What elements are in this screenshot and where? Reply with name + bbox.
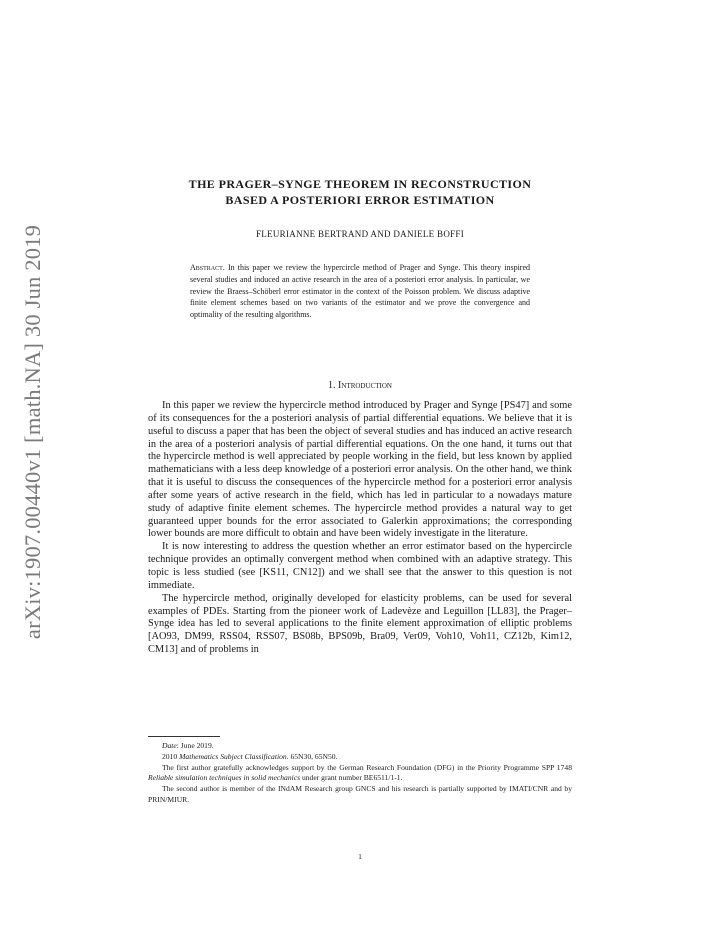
footnote-rule — [148, 736, 220, 737]
footnote-date — [148, 741, 572, 752]
section-title: Introduction — [338, 380, 392, 391]
footnotes — [148, 741, 572, 806]
ack1-before: The first author gratefully acknowledges support by the German Research Foundation (DFG) in the Priority Programme SPP 1748 — [162, 762, 572, 772]
body-text — [148, 400, 572, 657]
msc-value: 65N30, 65N50. — [288, 751, 338, 761]
date-label: Date — [162, 741, 177, 750]
footnote-ack-1 — [148, 763, 572, 785]
section-heading — [148, 380, 572, 391]
page-number: 1 — [358, 852, 362, 861]
abstract-label: Abstract. — [190, 263, 225, 272]
footnote-ack-2: The second author is member of the INdAM Research group GNCS and his research is partially supported by IMATI/CNR and by PRIN/MIUR. — [148, 784, 572, 804]
arxiv-stamp — [0, 0, 60, 932]
section-number: 1. — [328, 380, 336, 391]
abstract — [190, 262, 530, 321]
paper-title-line-2: BASED A POSTERIORI ERROR ESTIMATION — [225, 193, 495, 207]
paper-title-line-1: THE PRAGER–SYNGE THEOREM IN RECONSTRUCTION — [188, 177, 532, 191]
ack1-after: under grant number BE6511/1-1. — [300, 773, 403, 783]
paragraph-3: The hypercircle method, originally developed for elasticity problems, can be used for several examples of PDEs. Starting from the pioneer work of Ladevèze and Leguillon [LL83], the Prager–Synge idea has led to several applications to the finite element approximation of elliptic problems [AO93, DM99, RSS04, RSS07, BS08b, BPS09b, Bra09, Ver09, Voh10, Voh11, CZ12b, Kim12, CM13] and of problems in — [148, 592, 572, 656]
abstract-text: In this paper we review the hypercircle method of Prager and Synge. This theory inspired several studies and induced an active research in the area of a posteriori error analysis. In particular, we review the Braess–Schöberl error estimator in the context of the Poisson problem. We discuss adaptive finite element schemes based on two variants of the estimator and we prove the convergence and optimality of the resulting algorithms. — [190, 263, 531, 320]
ack1-programme-title: Reliable simulation techniques in solid mechanics — [148, 773, 301, 783]
footnote-msc — [148, 752, 572, 763]
authors: FLEURIANNE BERTRAND AND DANIELE BOFFI — [255, 229, 465, 239]
msc-year: 2010 — [162, 751, 180, 761]
arxiv-identifier: arXiv:1907.00440v1 [math.NA] 30 Jun 2019 — [20, 224, 45, 640]
date-value: : June 2019. — [176, 741, 214, 750]
msc-label: Mathematics Subject Classification. — [179, 751, 289, 761]
paragraph-1: In this paper we review the hypercircle method introduced by Prager and Synge [PS47] and some of its consequences for the a posteriori analysis of partial differential equations. We believe that it is useful to discuss a paper that has been the object of several studies and has induced an active research in the area of a posteriori analysis of partial differential equations. On the one hand, it turns out that the hypercircle method is well appreciated by people working in the field, but less known by applied mathematicians with a less deep knowledge of a posteriori error analysis. On the other hand, we think that it is useful to discuss the consequences of the hypercircle method for a posteriori error analysis after some years of active research in the field, which has led in particular to a nowadays mature study of adaptive finite element schemes. The hypercircle method provides a natural way to get guaranteed upper bounds for the error associated to Galerkin approximations; the corresponding lower bounds are more difficult to obtain and have been widely investigate in the literature. — [148, 400, 572, 540]
paragraph-2: It is now interesting to address the question whether an error estimator based on the hypercircle technique provides an optimally convergent method when combined with an adaptive strategy. This topic is less studied (see [KS11, CN12]) and we shall see that the answer to this question is not immediate. — [148, 541, 572, 591]
